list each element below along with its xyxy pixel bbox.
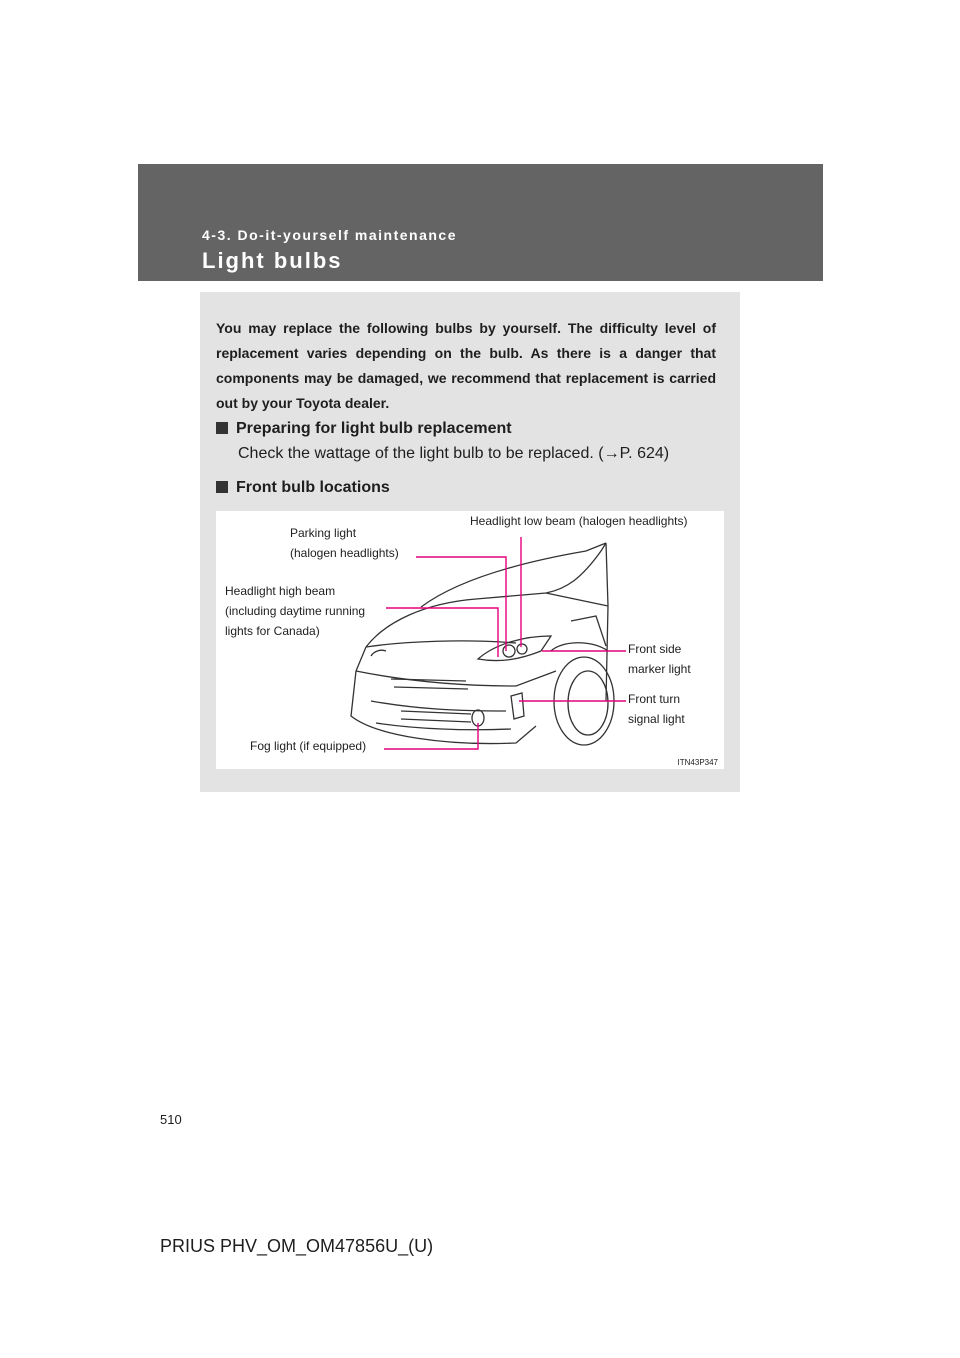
preparing-body: Check the wattage of the light bulb to be replaced. (→P. 624) [238,445,670,462]
label-low-beam: Headlight low beam (halogen headlights) [470,514,688,528]
subheading-preparing [216,420,512,438]
label-turn-signal: Front turn signal light [628,692,685,726]
car-outline [351,543,614,745]
square-bullet-icon [216,422,228,434]
subheading-front-bulbs [216,479,390,497]
subheading-preparing-text: Preparing for light bulb replacement [236,420,512,437]
label-high-beam: Headlight high beam (including daytime running lights for Canada) [225,584,366,638]
label-parking-light: Parking light (halogen headlights) [290,526,399,560]
page-number: 510 [160,1112,182,1127]
label-side-marker: Front side marker light [628,642,691,676]
parking-light-leader [416,557,506,651]
square-bullet-icon [216,481,228,493]
section-label: 4-3. Do-it-yourself maintenance [202,227,457,243]
intro-paragraph: You may replace the following bulbs by yourself. The difficulty level of replacement varies depending on the bulb. As there is a danger that components may be damaged, we recommend that replacement is carried out by your Toyota dealer. [216,320,716,411]
footer-model-code: PRIUS PHV_OM_OM47856U_(U) [160,1236,434,1256]
content-box [200,292,740,792]
high-beam-leader [386,608,498,657]
front-bulb-figure [216,511,724,769]
fog-light-leader [384,723,478,749]
label-fog-light: Fog light (if equipped) [250,739,367,753]
page-title: Light bulbs [202,248,343,273]
subheading-front-bulbs-text: Front bulb locations [236,479,390,496]
figure-id: ITN43P347 [677,758,718,767]
header-band [138,164,823,281]
